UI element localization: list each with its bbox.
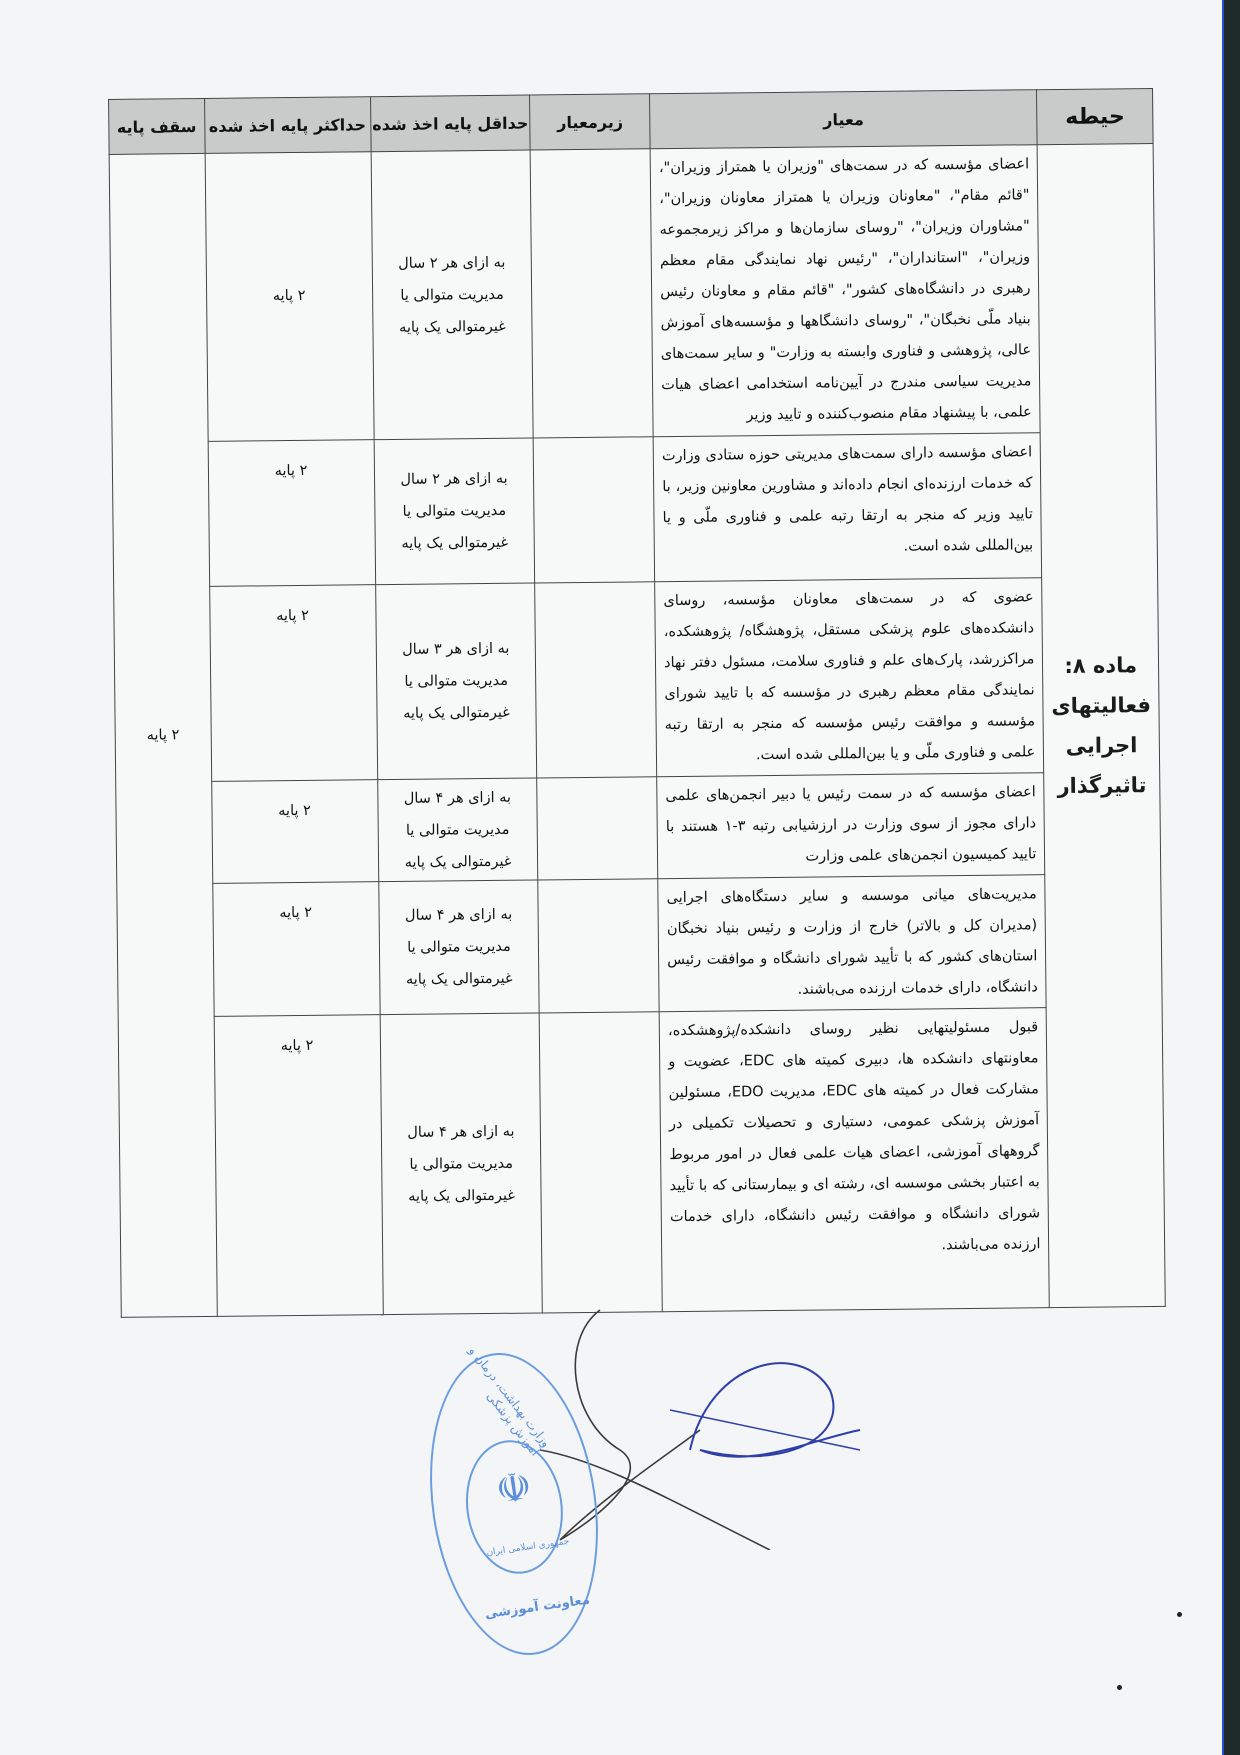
min-base-cell: به ازای هر ۴ سال مدیریت متوالی یا غیرمتوالی یک پایه: [380, 1013, 543, 1315]
table-row: [114, 576, 1160, 782]
max-base-cell: [205, 152, 374, 442]
sub-criteria-cell: [535, 582, 657, 778]
table-row: [118, 1006, 1165, 1317]
criteria-cell: اعضای مؤسسه که در سمت رئیس یا دبیر انجمن‌های علمی دارای مجوز از سوی وزارت در ارزشیابی رتبه ۳-۱ هستند با تایید کمیسیون انجمن‌های علمی وزارت: [657, 773, 1045, 879]
header-sub-criteria: زیرمعیار: [530, 94, 650, 150]
header-base-ceiling: سقف پایه: [109, 98, 205, 154]
max-base-cell: [208, 440, 375, 587]
max-base-cell: [211, 780, 378, 884]
iran-emblem-icon: ☫: [492, 1463, 535, 1515]
domain-cell: ماده ۸: فعالیتهای اجرایی تاثیرگذار: [1037, 144, 1165, 1308]
table-row: [116, 771, 1161, 884]
stamp-center-text: جمهوری اسلامی ایران: [485, 1536, 570, 1559]
header-domain: حیطه: [1037, 89, 1153, 145]
criteria-cell: اعضای مؤسسه که در سمت‌های "وزیران یا همتراز وزیران"، "قائم مقام"، "معاونان وزیران یا همتراز معاونان وزیران"، "مشاوران وزیران"، "روسای سازمان‌ها و مراکز زیرمجموعه وزیران"، "استانداران"، "رئیس نهاد نمایندگی مقام معظم رهبری در دانشگاه‌های کشور"، "قائم مقام و معاونان رئیس بنیاد ملّی نخبگان"، "روسای دانشگاهها و مؤسسه‌های آموزش عالی، پژوهشی و فناوری وابسته به وزارت" و سایر سمت‌های مدیریت سیاسی مندرج در آیین‌نامه استخدامی اعضای هیات علمی، با پیشنهاد مقام منصوب‌کننده و تایید وزیر: [650, 145, 1040, 437]
table-row: [112, 431, 1157, 587]
header-criteria: معیار: [650, 90, 1038, 149]
scan-speck: [1177, 1612, 1182, 1617]
sub-criteria-cell: [531, 149, 654, 438]
header-max-base: حداکثر پایه اخذ شده: [204, 97, 371, 154]
max-base-value: ۲ پایه: [276, 607, 309, 625]
sub-criteria-cell: [537, 777, 658, 880]
criteria-cell: قبول مسئولیتهایی نظیر روسای دانشکده/پژوهشکده، معاونتهای دانشکده ها، دبیری کمیته های EDC، عضویت و مشارکت فعال در کمیته های EDC، مدیریت EDO، مسئولین آموزش پزشکی عمومی، دستیاری و تحصیلات تکمیلی در گروههای آموزشی، اعضای هیات علمی فعال در امور مربوط به اعتبار بخشی موسسه ای، رشته ای و بیمارستانی که با تأیید شورای دانشگاه و موافقت رئیس دانشگاه، دارای خدمات ارزنده می‌باشند.: [659, 1008, 1049, 1312]
sub-criteria-cell: [540, 1012, 663, 1313]
criteria-table: [108, 88, 1166, 1318]
max-base-cell: [212, 882, 379, 1017]
sub-criteria-cell: [538, 879, 659, 1013]
max-base-value: ۲ پایه: [279, 904, 313, 922]
table-row: [109, 144, 1156, 443]
base-ceiling-cell: ۲ پایه: [109, 153, 217, 1317]
min-base-cell: به ازای هر ۴ سال مدیریت متوالی یا غیرمتوالی یک پایه: [378, 880, 539, 1015]
max-base-cell: [209, 585, 377, 782]
min-base-cell: به ازای هر ۴ سال مدیریت متوالی یا غیرمتوالی یک پایه: [377, 778, 538, 882]
min-base-cell: به ازای هر ۲ سال مدیریت متوالی یا غیرمتوالی یک پایه: [374, 438, 535, 585]
header-min-base: حداقل پایه اخذ شده: [370, 95, 530, 152]
stamp-bottom-text: معاونت آموزشی: [484, 1592, 591, 1623]
stamp-inner-ring: [458, 1434, 572, 1580]
max-base-value: ۲ پایه: [274, 462, 308, 480]
sub-criteria-cell: [534, 437, 655, 583]
criteria-cell: مدیریت‌های میانی موسسه و سایر دستگاه‌های اجرایی (مدیران کل و بالاتر) خارج از وزارت و رئیس بنیاد نخبگان استان‌های کشور که با تأیید شورای دانشگاه و موافقت رئیس دانشگاه، دارای خدمات ارزنده می‌باشند.: [658, 875, 1047, 1012]
max-base-cell: [214, 1015, 383, 1317]
max-base-value: ۲ پایه: [272, 287, 306, 305]
max-base-value: ۲ پایه: [280, 1037, 314, 1055]
criteria-cell: اعضای مؤسسه دارای سمت‌های مدیریتی حوزه ستادی وزارت که خدمات ارزنده‌ای انجام داده‌اند و مشاورین معاونین وزیر، با تایید وزیر که منجر به ارتقا رتبه علمی و فناوری ملّی و یا بین‌المللی شده است.: [653, 433, 1042, 582]
stamp-arc-text: وزارت بهداشت، درمان و آموزش پزشکی: [466, 1343, 554, 1459]
scan-speck: [1117, 1685, 1122, 1690]
max-base-value: ۲ پایه: [278, 802, 311, 820]
table-row: [117, 873, 1162, 1017]
min-base-cell: به ازای هر ۲ سال مدیریت متوالی یا غیرمتوالی یک پایه: [371, 150, 534, 440]
min-base-cell: به ازای هر ۳ سال مدیریت متوالی یا غیرمتوالی یک پایه: [375, 583, 537, 780]
criteria-cell: عضوی که در سمت‌های معاونان مؤسسه، روسای دانشکده‌های علوم پزشکی مستقل، پژوهشگاه/ پژوهشکده، مراکزرشد، پارک‌های علم و فناوری سلامت، مسئول دفتر نهاد نمایندگی مقام معظم رهبری در مؤسسه که با تایید شورای مؤسسه و موافقت رئیس مؤسسه که منجر به ارتقا رتبه علمی و فناوری ملّی و یا بین‌المللی شده است.: [655, 578, 1044, 777]
